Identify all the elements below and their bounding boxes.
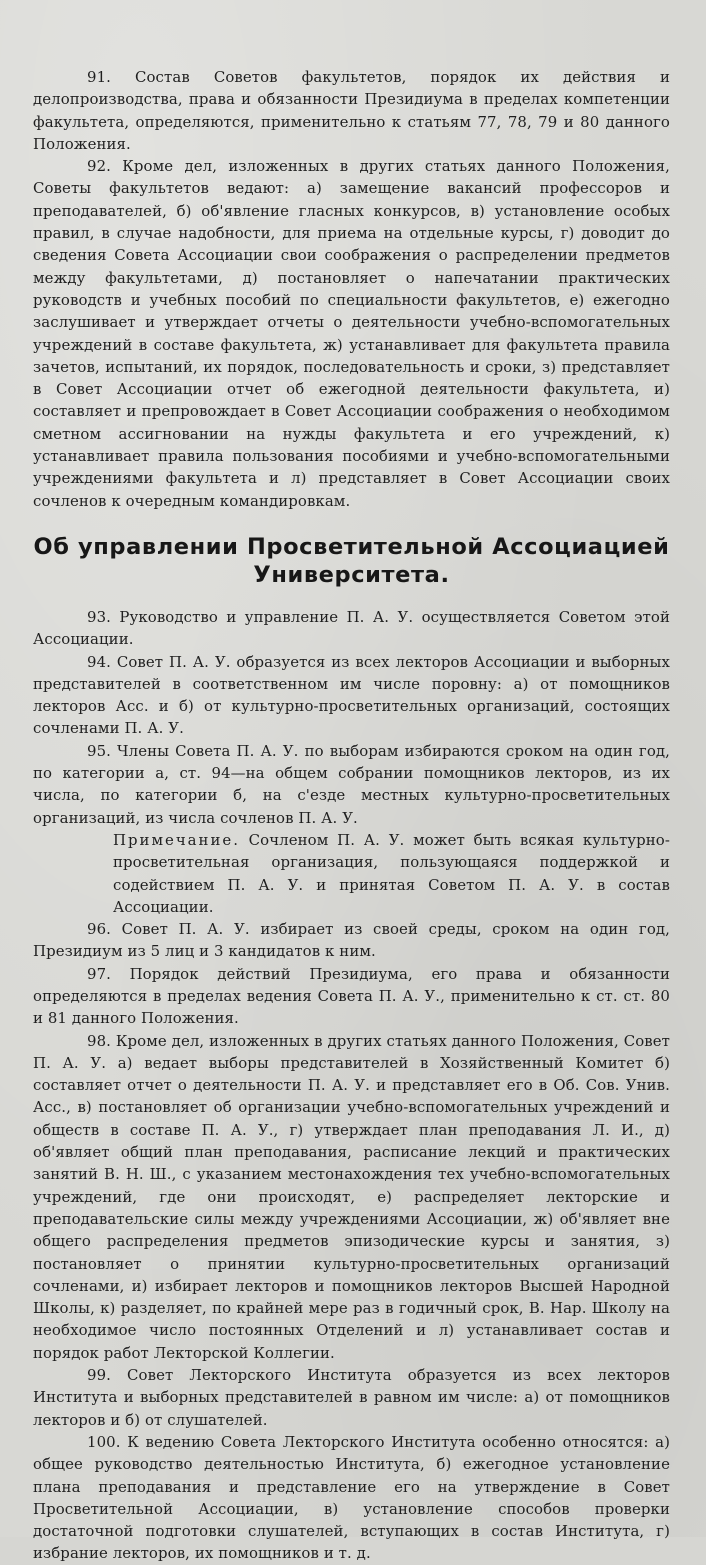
paragraph-95: 95. Члены Совета П. А. У. по выборам избираются сроком на один год, по категории а, ст. 94—на общем собрании помощников лекторов, из их числа, по категории б, на с'езде местных культурно-просветительных организаций, из числа сочленов П. А. У. — [33, 741, 670, 827]
section-heading-line-1: Об управлении Просветительной Ассоциацией — [33, 533, 670, 560]
paragraph-100: 100. К ведению Совета Лекторского Института особенно относятся: а) общее руководство деятельностью Института, б) ежегодное установление плана преподавания и представление его на утверждение в Совет Просветительной Ассоциации, в) установление способов проверки достаточной подготовки слушателей, вступающих в состав Института, г) избрание лекторов, их помощников и т. д. — [33, 1432, 670, 1563]
note-paragraph — [33, 829, 670, 918]
paragraph-98: 98. Кроме дел, изложенных в других статьях данного Положения, Совет П. А. У. а) ведает выборы представителей в Хозяйственный Комитет б) составляет отчет о деятельности П. А. У. и представляет его в Об. Сов. Унив. Асс., в) постановляет об организации учебно-вспомогательных учреждений и обществ в составе П. А. У., г) утверждает план преподавания Л. И., д) об'являет общий план преподавания, расписание лекций и практических занятий В. Н. Ш., с указанием местонахождения тех учебно-вспомогательных учреждений, где они происходят, е) распределяет лекторские и преподавательские силы между учреждениями Ассоциации, ж) об'являет вне общего распределения предметов эпизодические курсы и занятия, з) постановляет о принятии культурно-просветительных организаций сочленами, и) избирает лекторов и помощников лекторов Высшей Народной Школы, к) разделяет, по крайней мере раз в годичный срок, В. Нар. Школу на необходимое число постоянных Отделений и л) устанавливает состав и порядок работ Лекторской Коллегии. — [33, 1031, 670, 1362]
paragraph-99: 99. Совет Лекторского Института образуется из всех лекторов Института и выборных представителей в равном им числе: а) от помощников лекторов и б) от слушателей. — [33, 1366, 670, 1429]
note-label: Примечание. — [113, 830, 240, 849]
section-heading — [33, 533, 670, 589]
paragraph-92: 92. Кроме дел, изложенных в других статьях данного Положения, Советы факультетов ведают: а) замещение вакансий профессоров и преподавателей, б) об'явление гласных конкурсов, в) установление особых правил, в случае надобности, для приема на отдельные курсы, г) доводит до сведения Совета Ассоциации свои соображения о распределении предметов между факультетами, д) постановляет о напечатании практических руководств и учебных пособий по специальности факультетов, е) ежегодно заслушивает и утверждает отчеты о деятельности учебно-вспомогательных учреждений в составе факультета, ж) устанавливает для факультета правила зачетов, испытаний, их порядок, последовательность и сроки, з) представляет в Совет Ассоциации отчет об ежегодной деятельности факультета, и) составляет и препровождает в Совет Ассоциации соображения о необходимом сметном ассигновании на нужды факультета и его учреждений, к) устанавливает правила пользования пособиями и учебно-вспомогательными учреждениями факультета и л) представляет в Совет Ассоциации своих сочленов к очередным командировкам. — [33, 157, 670, 510]
section-heading-line-2: Университета. — [253, 561, 450, 588]
paragraph-93: 93. Руководство и управление П. А. У. осуществляется Советом этой Ассоциации. — [33, 607, 670, 649]
paragraph-96: 96. Совет П. А. У. избирает из своей среды, сроком на один год, Президиум из 5 лиц и 3 кандидатов к ним. — [33, 920, 670, 961]
paragraph-97: 97. Порядок действий Президиума, его права и обязанности определяются в пределах ведения Совета П. А. У., применительно к ст. ст. 80 и 81 данного Положения. — [33, 964, 670, 1028]
paragraph-91: 91. Состав Советов факультетов, порядок их действия и делопроизводства, права и обязанности Президиума в пределах компетенции факультета, определяются, применительно к статьям 77, 78, 79 и 80 данного Положения. — [33, 68, 670, 153]
note-text: Сочленом П. А. У. может быть всякая культурно-просветительная организация, пользующаяся поддержкой и содействием П. А. У. и принятая Советом П. А. У. в состав Ассоциации. — [113, 830, 670, 916]
document-body — [33, 66, 670, 1565]
paragraph-94: 94. Совет П. А. У. образуется из всех лекторов Ассоциации и выборных представителей в соответственном им числе поровну: а) от помощников лекторов Асс. и б) от культурно-просветительных организаций, состоящих сочленами П. А. У. — [33, 652, 670, 738]
